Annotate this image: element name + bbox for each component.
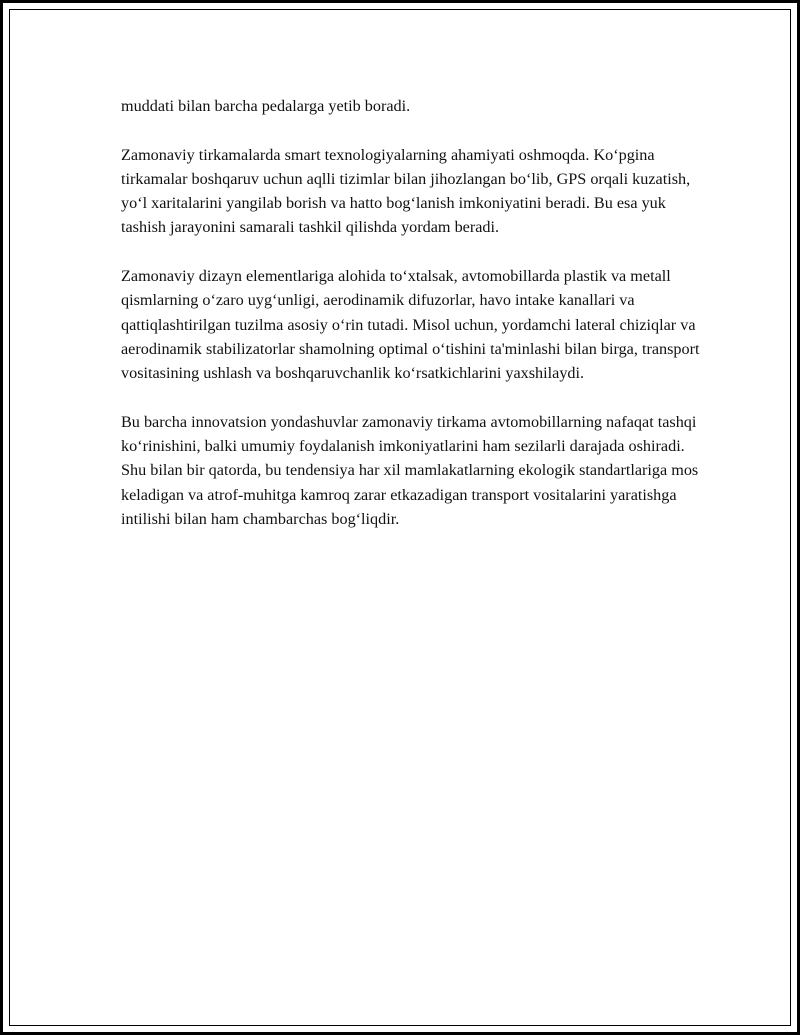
paragraph-continuation: muddati bilan barcha pedalarga yetib boradi.: [121, 97, 411, 115]
paragraph-modern-design: Zamonaviy dizayn elementlariga alohida to‘xtalsak, avtomobillarda plastik va metall qismlarning o‘zaro uyg‘unligi, aerodinamik difuzorlar, havo intake kanallari va qattiqlashtirilgan tuzilma asosiy o‘rin tutadi. Misol uchun, yordamchi lateral chiziqlar va aerodinamik stabilizatorlar shamolning optimal o‘tishini ta'minlashi bilan birga, transport vositasining ushlash va boshqaruvchanlik ko‘rsatkichlarini yaxshilaydi.: [121, 267, 700, 383]
paragraph-smart-technology: Zamonaviy tirkamalarda smart texnologiyalarning ahamiyati oshmoqda. Ko‘pgina tirkamalar boshqaruv uchun aqlli tizimlar bilan jihozlangan bo‘lib, GPS orqali kuzatish, yo‘l xaritalarini yangilab borish va hatto bog‘lanish imkoniyatini beradi. Bu esa yuk tashish jarayonini samarali tashkil qilishda yordam beradi.: [121, 145, 691, 237]
document-body: [121, 94, 701, 556]
paragraph-innovation-summary: Bu barcha innovatsion yondashuvlar zamonaviy tirkama avtomobillarning nafaqat tashqi ko‘rinishini, balki umumiy foydalanish imkoniyatlarini ham sezilarli darajada oshiradi. Shu bilan bir qatorda, bu tendensiya har xil mamlakatlarning ekologik standartlariga mos keladigan va atrof-muhitga kamroq zarar etkazadigan transport vositalarini yaratishga intilishi bilan ham chambarchas bog‘liqdir.: [121, 412, 699, 529]
